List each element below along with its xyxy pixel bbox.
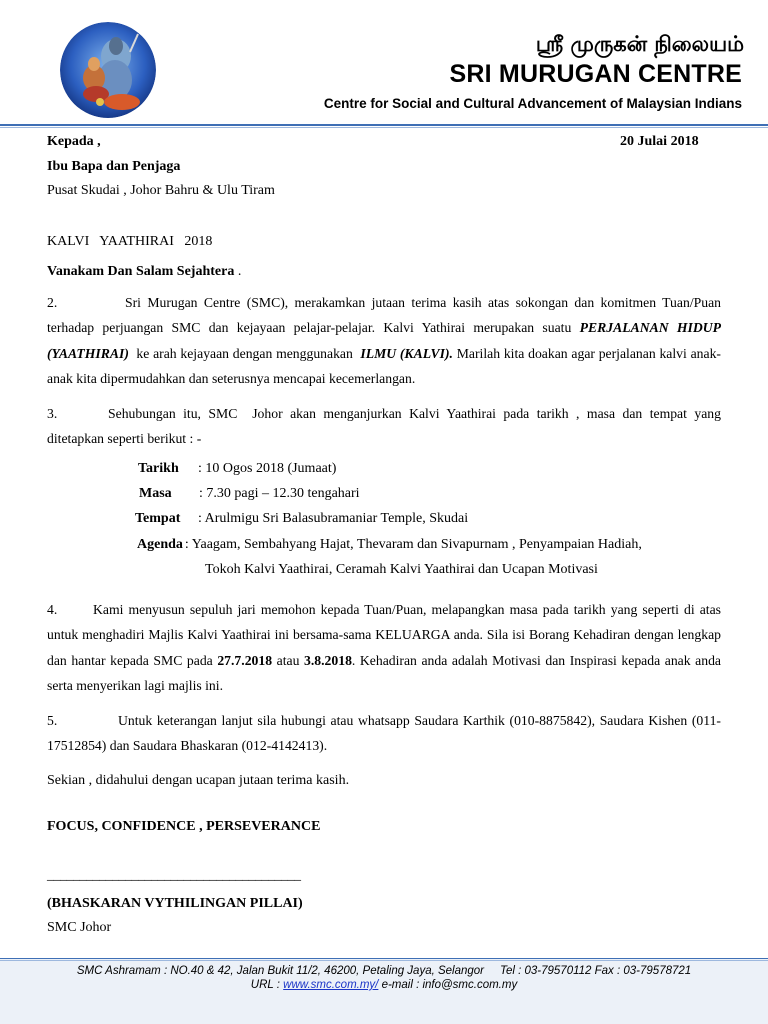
paragraph-number: 5.	[47, 713, 58, 728]
schedule-agenda-continued: Tokoh Kalvi Yaathirai, Ceramah Kalvi Yaathirai dan Ucapan Motivasi	[205, 562, 598, 577]
schedule-label: Tempat	[135, 511, 181, 526]
salutation-to: Kepada ,	[47, 134, 101, 149]
footer	[0, 958, 768, 1024]
subject-line: KALVI YAATHIRAI 2018	[47, 234, 213, 249]
paragraph-5	[47, 708, 721, 759]
schedule-value: : Yaagam, Sembahyang Hajat, Thevaram dan Sivapurnam , Penyampaian Hadiah,	[184, 537, 642, 552]
paragraph-text: ke arah kejayaan dengan menggunakan	[128, 345, 361, 361]
paragraph-date: 27.7.2018	[217, 652, 273, 668]
paragraph-number: 3.	[47, 406, 58, 421]
schedule-date	[138, 461, 336, 477]
paragraph-text: atau	[272, 652, 304, 668]
schedule-value: : 7.30 pagi – 12.30 tengahari	[199, 486, 360, 501]
paragraph-3	[47, 401, 725, 452]
schedule-value: : Arulmigu Sri Balasubramaniar Temple, Skudai	[198, 511, 469, 526]
paragraph-emphasis: ILMU (KALVI).	[360, 345, 453, 361]
org-tamil-name: ஸ்ரீ முருகன் நிலையம்	[535, 32, 744, 56]
paragraph-text: Untuk keterangan lanjut sila hubungi atau whatsapp Saudara Karthik (010-8875842), Saudara Kishen (011-17512854) dan Saudara Bhaskaran (012-4142413).	[47, 713, 721, 754]
schedule-value: : 10 Ogos 2018 (Jumaat)	[198, 461, 337, 476]
org-tagline: Centre for Social and Cultural Advancement of Malaysian Indians	[323, 96, 742, 111]
paragraph-emphasis: PERJALANAN HIDUP (YAATHIRAI)	[47, 320, 721, 361]
schedule-label: Masa	[139, 486, 172, 501]
paragraph-4	[47, 597, 721, 699]
paragraph-text: Marilah kita doakan agar perjalanan kalvi anak-anak kita dipermudahkan dan seterusnya mencapai kecemerlangan.	[47, 345, 721, 387]
schedule-label: Tarikh	[138, 461, 179, 476]
paragraph-2	[47, 290, 721, 392]
email-text: e-mail : info@smc.com.my	[378, 979, 518, 991]
closing-remark: Sekian , didahului dengan ucapan jutaan terima kasih.	[47, 773, 350, 788]
signer-organization: SMC Johor	[47, 920, 112, 935]
website-link[interactable]: www.smc.com.my/	[283, 979, 379, 991]
url-label: URL :	[250, 979, 284, 991]
schedule-venue	[135, 511, 468, 527]
schedule-time	[138, 486, 360, 502]
paragraph-number: 4.	[47, 602, 58, 617]
paragraph-text: Sehubungan itu, SMC Johor akan menganjurkan Kalvi Yaathirai pada tarikh , masa dan tempat yang ditetapkan seperti berikut : -	[47, 406, 725, 447]
signer-name: (BHASKARAN VYTHILINGAN PILLAI)	[47, 896, 303, 911]
paragraph-text: . Kehadiran anda adalah Motivasi dan Inspirasi kepada anak anda serta menyerikan lagi majlis ini.	[47, 652, 721, 694]
signature-line: _______________________________________	[47, 868, 301, 883]
footer-contact	[0, 979, 768, 991]
greeting-end: .	[234, 264, 242, 279]
motto: FOCUS, CONFIDENCE , PERSEVERANCE	[47, 819, 321, 834]
header-divider	[0, 124, 768, 129]
paragraph-number: 2.	[47, 295, 58, 310]
recipient-centres: Pusat Skudai , Johor Bahru & Ulu Tiram	[47, 183, 275, 198]
greeting-text: Vanakam Dan Salam Sejahtera	[47, 264, 235, 279]
paragraph-text: Kami menyusun sepuluh jari memohon kepada Tuan/Puan, melapangkan masa pada tarikh yang seperti di atas untuk menghadiri Majlis Kalvi Yaathirai ini bersama-sama KELUARGA anda. Sila isi Borang Kehadiran dengan lengkap dan hantar kepada SMC pada	[47, 602, 721, 668]
paragraph-date: 3.8.2018	[304, 652, 352, 668]
org-name: SRI MURUGAN CENTRE	[449, 60, 742, 88]
deity-emblem-icon	[60, 22, 156, 118]
schedule-agenda	[137, 537, 642, 553]
letter-date: 20 Julai 2018	[620, 134, 699, 149]
schedule-label: Agenda	[137, 537, 183, 552]
recipient: Ibu Bapa dan Penjaga	[47, 159, 181, 174]
greeting	[47, 264, 241, 280]
paragraph-text: Sri Murugan Centre (SMC), merakamkan jutaan terima kasih atas sokongan dan komitmen Tuan/Puan terhadap perjuangan SMC dan kejayaan pelajar-pelajar. Kalvi Yathirai merupakan suatu	[47, 295, 721, 336]
footer-address: SMC Ashramam : NO.40 & 42, Jalan Bukit 11/2, 46200, Petaling Jaya, Selangor Tel : 03-79570112 Fax : 03-79578721	[76, 965, 692, 977]
